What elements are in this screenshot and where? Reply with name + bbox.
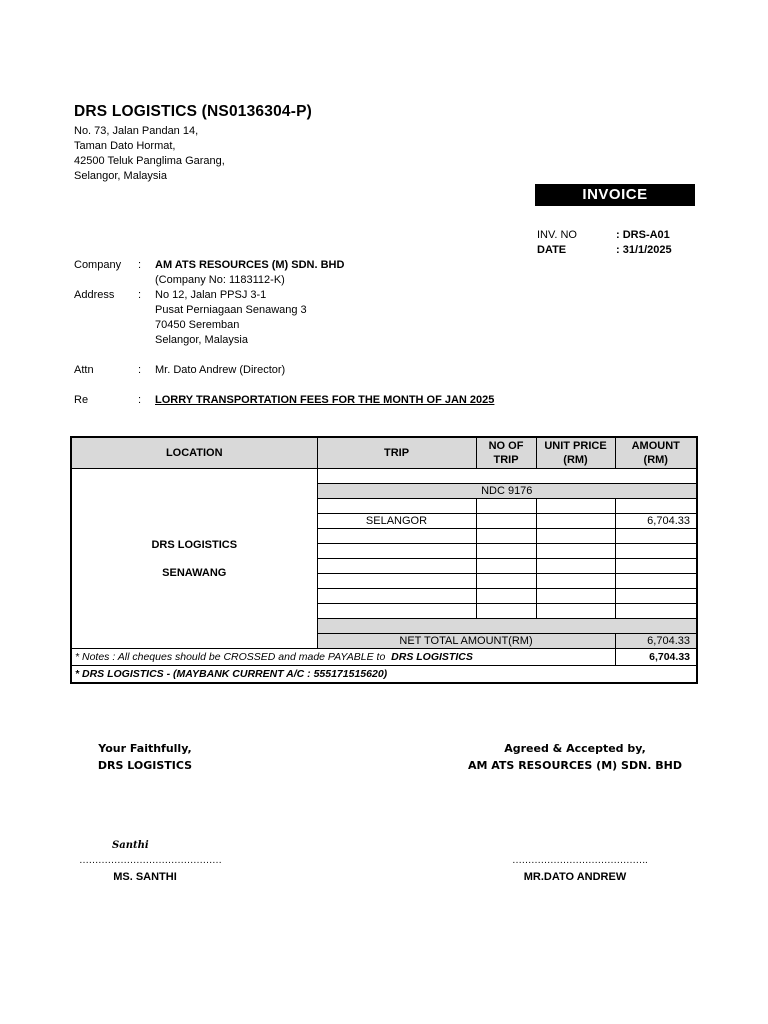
header-amount: AMOUNT (RM): [615, 437, 697, 469]
customer-address-line-2: Pusat Perniagaan Senawang 3: [155, 304, 307, 316]
customer-company-no: (Company No: 1183112-K): [155, 274, 285, 286]
company-colon: :: [138, 259, 142, 271]
net-total-label: NET TOTAL AMOUNT(RM): [317, 634, 615, 649]
re-colon: :: [138, 394, 142, 406]
location-line-2: SENAWANG: [162, 566, 227, 579]
customer-address-line-1: No 12, Jalan PPSJ 3-1: [155, 289, 267, 301]
company-address-line-4: Selangor, Malaysia: [74, 170, 167, 182]
re-label: Re: [74, 394, 89, 406]
left-signatory-name: MS. SANTHI: [113, 871, 177, 883]
company-label: Company: [74, 259, 122, 271]
left-closing: Your Faithfully,: [98, 742, 192, 755]
bank-account-line: * DRS LOGISTICS - (MAYBANK CURRENT A/C : 555171515620): [71, 666, 697, 684]
attn-label: Attn: [74, 364, 94, 376]
right-closing: Agreed & Accepted by,: [504, 742, 646, 755]
address-label: Address: [74, 289, 115, 301]
right-signatory-name: MR.DATO ANDREW: [523, 871, 627, 883]
attn-colon: :: [138, 364, 142, 376]
header-trip: TRIP: [317, 437, 476, 469]
header-no-of-trip: NO OF TRIP: [476, 437, 536, 469]
customer-company-name: AM ATS RESOURCES (M) SDN. BHD: [155, 259, 345, 271]
invoice-date-value: : 31/1/2025: [616, 244, 672, 256]
amount-cell: 6,704.33: [615, 514, 697, 529]
left-company: DRS LOGISTICS: [97, 759, 193, 772]
address-colon: :: [138, 289, 142, 301]
trip-cell: SELANGOR: [317, 514, 476, 529]
attn-value: Mr. Dato Andrew (Director): [155, 364, 286, 376]
invoice-no-value: : DRS-A01: [616, 229, 670, 241]
right-company: AM ATS RESOURCES (M) SDN. BHD: [467, 759, 683, 772]
customer-address-line-4: Selangor, Malaysia: [155, 334, 248, 346]
invoice-title-banner: INVOICE: [535, 184, 695, 206]
left-signature-line: ………………………………………: [79, 855, 222, 866]
right-signature-line: …………………………………….: [512, 855, 648, 866]
company-address-line-1: No. 73, Jalan Pandan 14,: [74, 125, 199, 137]
location-cell: [71, 469, 317, 649]
net-total-value: 6,704.33: [615, 634, 697, 649]
spacer-row: [317, 469, 697, 484]
header-unit-price: UNIT PRICE (RM): [536, 437, 615, 469]
company-address-line-3: 42500 Teluk Panglima Garang,: [74, 155, 225, 167]
gray-separator-row: [317, 619, 697, 634]
invoice-items-table: [70, 436, 698, 684]
invoice-no-label: INV. NO: [537, 229, 577, 241]
re-value: LORRY TRANSPORTATION FEES FOR THE MONTH OF JAN 2025: [155, 394, 495, 406]
company-name: DRS LOGISTICS (NS0136304-P): [74, 103, 312, 120]
header-location: LOCATION: [71, 437, 317, 469]
invoice-date-label: DATE: [537, 244, 567, 256]
grand-total-value: 6,704.33: [615, 649, 697, 666]
customer-address-line-3: 70450 Seremban: [155, 319, 240, 331]
company-address-line-2: Taman Dato Hormat,: [74, 140, 176, 152]
location-line-1: DRS LOGISTICS: [151, 538, 238, 551]
vehicle-row: NDC 9176: [317, 484, 697, 499]
notes-cell: * Notes : All cheques should be CROSSED and made PAYABLE to DRS LOGISTICS: [71, 649, 615, 666]
left-signature: Santhi: [112, 840, 149, 851]
